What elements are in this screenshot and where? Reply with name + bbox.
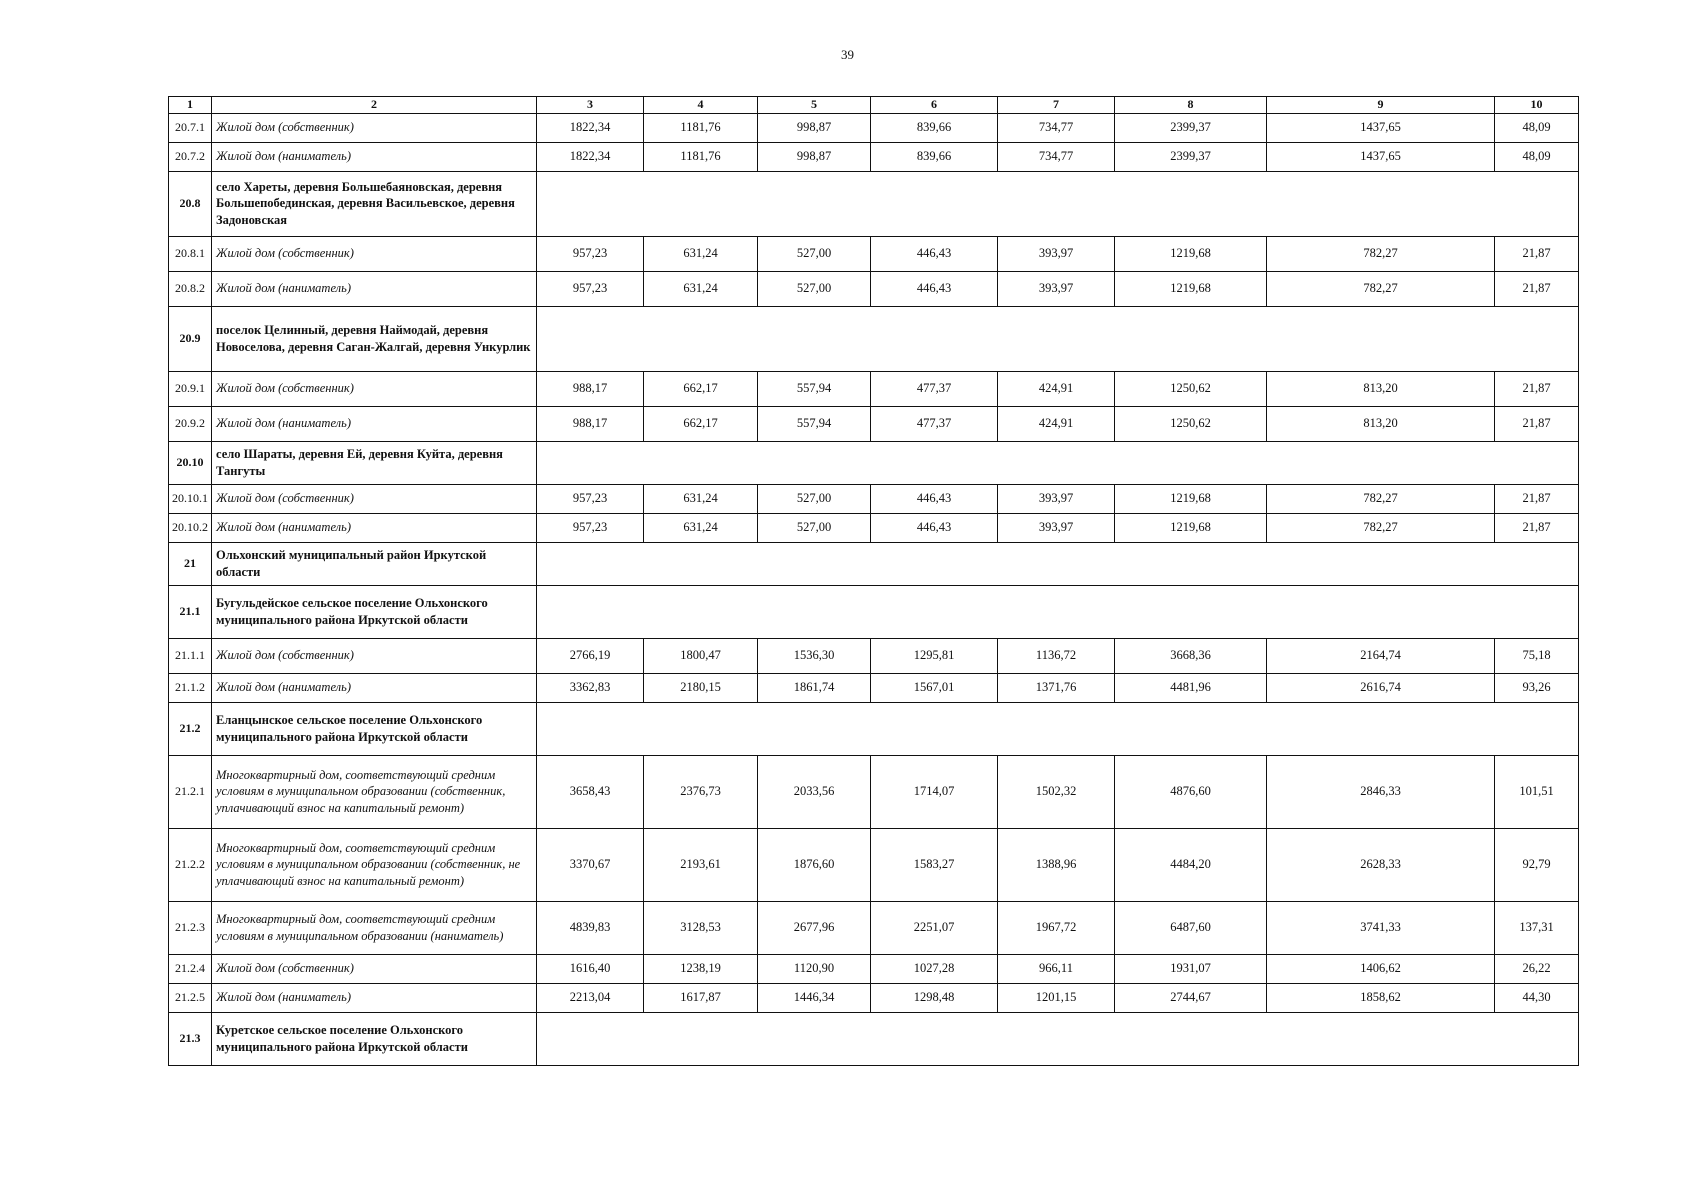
- value-col-10: 21,87: [1495, 484, 1579, 513]
- row-code: 20.7.1: [169, 113, 212, 142]
- housing-type-description: Жилой дом (наниматель): [212, 513, 537, 542]
- tariff-table-container: [168, 96, 1578, 1066]
- value-col-8: 1219,68: [1115, 271, 1267, 306]
- value-col-5: 527,00: [758, 271, 871, 306]
- row-code: 20.10: [169, 441, 212, 484]
- table-row: [169, 755, 1579, 828]
- value-col-3: 1616,40: [537, 954, 644, 983]
- value-col-10: 21,87: [1495, 271, 1579, 306]
- value-col-6: 477,37: [871, 406, 998, 441]
- page-number: 39: [841, 47, 854, 62]
- housing-type-description: Жилой дом (собственник): [212, 638, 537, 673]
- value-col-9: 782,27: [1267, 271, 1495, 306]
- section-empty-span: [537, 171, 1579, 236]
- value-col-9: 782,27: [1267, 484, 1495, 513]
- value-col-5: 527,00: [758, 236, 871, 271]
- value-col-6: 1295,81: [871, 638, 998, 673]
- value-col-6: 1567,01: [871, 673, 998, 702]
- value-col-10: 101,51: [1495, 755, 1579, 828]
- value-col-7: 734,77: [998, 113, 1115, 142]
- value-col-6: 446,43: [871, 513, 998, 542]
- value-col-5: 1446,34: [758, 983, 871, 1012]
- value-col-5: 998,87: [758, 113, 871, 142]
- value-col-10: 137,31: [1495, 901, 1579, 954]
- row-code: 21.2.5: [169, 983, 212, 1012]
- value-col-9: 782,27: [1267, 513, 1495, 542]
- value-col-7: 966,11: [998, 954, 1115, 983]
- value-col-8: 3668,36: [1115, 638, 1267, 673]
- value-col-8: 1250,62: [1115, 406, 1267, 441]
- section-row: [169, 306, 1579, 371]
- housing-type-description: Жилой дом (собственник): [212, 954, 537, 983]
- column-header-2: 2: [212, 97, 537, 114]
- value-col-8: 4484,20: [1115, 828, 1267, 901]
- section-row: [169, 585, 1579, 638]
- value-col-10: 48,09: [1495, 142, 1579, 171]
- value-col-10: 26,22: [1495, 954, 1579, 983]
- row-code: 21.3: [169, 1012, 212, 1065]
- value-col-3: 988,17: [537, 371, 644, 406]
- value-col-8: 1219,68: [1115, 484, 1267, 513]
- table-row: [169, 484, 1579, 513]
- row-code: 21.2.3: [169, 901, 212, 954]
- value-col-10: 21,87: [1495, 406, 1579, 441]
- value-col-9: 782,27: [1267, 236, 1495, 271]
- column-header-1: 1: [169, 97, 212, 114]
- value-col-5: 527,00: [758, 484, 871, 513]
- value-col-9: 3741,33: [1267, 901, 1495, 954]
- value-col-7: 393,97: [998, 513, 1115, 542]
- value-col-10: 92,79: [1495, 828, 1579, 901]
- housing-type-description: Многоквартирный дом, соответствующий средним условиям в муниципальном образовании (собственник, не уплачивающий взнос на капитальный ремонт): [212, 828, 537, 901]
- value-col-4: 1617,87: [644, 983, 758, 1012]
- value-col-10: 21,87: [1495, 513, 1579, 542]
- value-col-4: 662,17: [644, 371, 758, 406]
- row-code: 20.10.2: [169, 513, 212, 542]
- value-col-4: 1800,47: [644, 638, 758, 673]
- value-col-8: 2399,37: [1115, 113, 1267, 142]
- value-col-4: 2193,61: [644, 828, 758, 901]
- value-col-5: 2033,56: [758, 755, 871, 828]
- housing-type-description: Жилой дом (собственник): [212, 484, 537, 513]
- value-col-3: 957,23: [537, 513, 644, 542]
- value-col-4: 1238,19: [644, 954, 758, 983]
- value-col-10: 21,87: [1495, 236, 1579, 271]
- value-col-8: 2744,67: [1115, 983, 1267, 1012]
- section-row: [169, 171, 1579, 236]
- value-col-6: 1298,48: [871, 983, 998, 1012]
- column-header-5: 5: [758, 97, 871, 114]
- value-col-6: 446,43: [871, 271, 998, 306]
- value-col-4: 631,24: [644, 236, 758, 271]
- section-row: [169, 441, 1579, 484]
- value-col-8: 1931,07: [1115, 954, 1267, 983]
- value-col-7: 1388,96: [998, 828, 1115, 901]
- section-title: Ольхонский муниципальный район Иркутской области: [212, 542, 537, 585]
- value-col-6: 839,66: [871, 142, 998, 171]
- value-col-9: 1858,62: [1267, 983, 1495, 1012]
- value-col-7: 734,77: [998, 142, 1115, 171]
- column-header-10: 10: [1495, 97, 1579, 114]
- value-col-5: 557,94: [758, 371, 871, 406]
- housing-type-description: Жилой дом (наниматель): [212, 271, 537, 306]
- value-col-10: 48,09: [1495, 113, 1579, 142]
- value-col-9: 2846,33: [1267, 755, 1495, 828]
- value-col-4: 1181,76: [644, 142, 758, 171]
- value-col-7: 1136,72: [998, 638, 1115, 673]
- value-col-9: 2164,74: [1267, 638, 1495, 673]
- housing-type-description: Жилой дом (наниматель): [212, 406, 537, 441]
- value-col-6: 839,66: [871, 113, 998, 142]
- value-col-5: 1861,74: [758, 673, 871, 702]
- value-col-5: 998,87: [758, 142, 871, 171]
- value-col-3: 3658,43: [537, 755, 644, 828]
- value-col-3: 957,23: [537, 484, 644, 513]
- value-col-3: 2213,04: [537, 983, 644, 1012]
- column-header-3: 3: [537, 97, 644, 114]
- row-code: 20.7.2: [169, 142, 212, 171]
- value-col-7: 393,97: [998, 484, 1115, 513]
- value-col-7: 1201,15: [998, 983, 1115, 1012]
- housing-type-description: Жилой дом (наниматель): [212, 673, 537, 702]
- value-col-10: 75,18: [1495, 638, 1579, 673]
- row-code: 21.2.1: [169, 755, 212, 828]
- row-code: 20.8: [169, 171, 212, 236]
- section-empty-span: [537, 542, 1579, 585]
- section-empty-span: [537, 585, 1579, 638]
- section-title: село Хареты, деревня Большебаяновская, деревня Большепобединская, деревня Васильевское, деревня Задоновская: [212, 171, 537, 236]
- value-col-7: 1502,32: [998, 755, 1115, 828]
- value-col-4: 662,17: [644, 406, 758, 441]
- housing-type-description: Жилой дом (наниматель): [212, 983, 537, 1012]
- table-row: [169, 113, 1579, 142]
- value-col-5: 1536,30: [758, 638, 871, 673]
- value-col-6: 1583,27: [871, 828, 998, 901]
- value-col-8: 1219,68: [1115, 236, 1267, 271]
- value-col-8: 6487,60: [1115, 901, 1267, 954]
- value-col-6: 446,43: [871, 236, 998, 271]
- row-code: 21.2.2: [169, 828, 212, 901]
- table-row: [169, 828, 1579, 901]
- column-header-7: 7: [998, 97, 1115, 114]
- table-row: [169, 513, 1579, 542]
- value-col-4: 631,24: [644, 484, 758, 513]
- value-col-3: 988,17: [537, 406, 644, 441]
- section-title: Еланцынское сельское поселение Ольхонского муниципального района Иркутской области: [212, 702, 537, 755]
- value-col-10: 21,87: [1495, 371, 1579, 406]
- section-row: [169, 542, 1579, 585]
- value-col-5: 2677,96: [758, 901, 871, 954]
- value-col-9: 1406,62: [1267, 954, 1495, 983]
- value-col-3: 3362,83: [537, 673, 644, 702]
- value-col-8: 1250,62: [1115, 371, 1267, 406]
- value-col-9: 1437,65: [1267, 113, 1495, 142]
- value-col-6: 2251,07: [871, 901, 998, 954]
- row-code: 21.1: [169, 585, 212, 638]
- section-title: поселок Целинный, деревня Наймодай, деревня Новоселова, деревня Саган-Жалгай, деревня Ункурлик: [212, 306, 537, 371]
- table-row: [169, 673, 1579, 702]
- value-col-6: 1714,07: [871, 755, 998, 828]
- table-row: [169, 271, 1579, 306]
- row-code: 21.2: [169, 702, 212, 755]
- value-col-9: 1437,65: [1267, 142, 1495, 171]
- row-code: 20.9: [169, 306, 212, 371]
- column-header-6: 6: [871, 97, 998, 114]
- row-code: 21.1.2: [169, 673, 212, 702]
- table-row: [169, 901, 1579, 954]
- value-col-3: 1822,34: [537, 142, 644, 171]
- row-code: 21: [169, 542, 212, 585]
- value-col-4: 1181,76: [644, 113, 758, 142]
- value-col-9: 2628,33: [1267, 828, 1495, 901]
- value-col-3: 3370,67: [537, 828, 644, 901]
- value-col-4: 631,24: [644, 271, 758, 306]
- value-col-10: 44,30: [1495, 983, 1579, 1012]
- column-header-4: 4: [644, 97, 758, 114]
- value-col-3: 2766,19: [537, 638, 644, 673]
- housing-type-description: Многоквартирный дом, соответствующий средним условиям в муниципальном образовании (собственник, уплачивающий взнос на капитальный ремонт): [212, 755, 537, 828]
- column-header-9: 9: [1267, 97, 1495, 114]
- section-empty-span: [537, 1012, 1579, 1065]
- row-code: 20.9.2: [169, 406, 212, 441]
- section-title: Бугульдейское сельское поселение Ольхонского муниципального района Иркутской области: [212, 585, 537, 638]
- column-number-header-row: [169, 97, 1579, 114]
- tariff-table: [168, 96, 1579, 1066]
- housing-type-description: Жилой дом (наниматель): [212, 142, 537, 171]
- value-col-3: 957,23: [537, 236, 644, 271]
- value-col-8: 1219,68: [1115, 513, 1267, 542]
- table-body: [169, 113, 1579, 1065]
- column-header-8: 8: [1115, 97, 1267, 114]
- value-col-7: 1371,76: [998, 673, 1115, 702]
- housing-type-description: Жилой дом (собственник): [212, 113, 537, 142]
- value-col-6: 446,43: [871, 484, 998, 513]
- value-col-3: 1822,34: [537, 113, 644, 142]
- section-title: Куретское сельское поселение Ольхонского муниципального района Иркутской области: [212, 1012, 537, 1065]
- value-col-5: 527,00: [758, 513, 871, 542]
- value-col-8: 4481,96: [1115, 673, 1267, 702]
- table-row: [169, 371, 1579, 406]
- row-code: 20.10.1: [169, 484, 212, 513]
- row-code: 20.8.2: [169, 271, 212, 306]
- section-row: [169, 1012, 1579, 1065]
- table-row: [169, 638, 1579, 673]
- value-col-4: 631,24: [644, 513, 758, 542]
- value-col-5: 1876,60: [758, 828, 871, 901]
- value-col-9: 813,20: [1267, 406, 1495, 441]
- section-title: село Шараты, деревня Ей, деревня Куйта, деревня Тангуты: [212, 441, 537, 484]
- section-empty-span: [537, 441, 1579, 484]
- value-col-10: 93,26: [1495, 673, 1579, 702]
- row-code: 20.9.1: [169, 371, 212, 406]
- housing-type-description: Жилой дом (собственник): [212, 236, 537, 271]
- table-row: [169, 236, 1579, 271]
- table-row: [169, 406, 1579, 441]
- table-row: [169, 142, 1579, 171]
- row-code: 21.1.1: [169, 638, 212, 673]
- table-row: [169, 983, 1579, 1012]
- value-col-4: 3128,53: [644, 901, 758, 954]
- section-empty-span: [537, 702, 1579, 755]
- row-code: 20.8.1: [169, 236, 212, 271]
- value-col-6: 477,37: [871, 371, 998, 406]
- value-col-9: 2616,74: [1267, 673, 1495, 702]
- value-col-4: 2180,15: [644, 673, 758, 702]
- value-col-7: 393,97: [998, 236, 1115, 271]
- value-col-7: 424,91: [998, 371, 1115, 406]
- value-col-3: 957,23: [537, 271, 644, 306]
- section-empty-span: [537, 306, 1579, 371]
- value-col-3: 4839,83: [537, 901, 644, 954]
- value-col-9: 813,20: [1267, 371, 1495, 406]
- row-code: 21.2.4: [169, 954, 212, 983]
- value-col-8: 4876,60: [1115, 755, 1267, 828]
- value-col-7: 393,97: [998, 271, 1115, 306]
- value-col-6: 1027,28: [871, 954, 998, 983]
- value-col-7: 1967,72: [998, 901, 1115, 954]
- value-col-4: 2376,73: [644, 755, 758, 828]
- value-col-8: 2399,37: [1115, 142, 1267, 171]
- value-col-5: 557,94: [758, 406, 871, 441]
- section-row: [169, 702, 1579, 755]
- value-col-7: 424,91: [998, 406, 1115, 441]
- table-row: [169, 954, 1579, 983]
- housing-type-description: Жилой дом (собственник): [212, 371, 537, 406]
- value-col-5: 1120,90: [758, 954, 871, 983]
- housing-type-description: Многоквартирный дом, соответствующий средним условиям в муниципальном образовании (наниматель): [212, 901, 537, 954]
